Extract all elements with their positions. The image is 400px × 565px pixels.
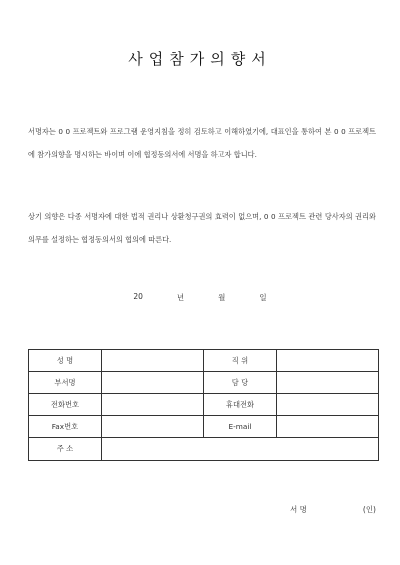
intent-paragraph-1: 서명자는 0 0 프로젝트와 프로그램 운영지침을 정히 검토하고 이해하였기에, 대표인을 통하여 본 0 0 프로젝트에 참가의향을 명시하는 바이며 이에 협정동의서에 서명을 하고자 합니다. <box>28 127 376 159</box>
phone-label: 전화번호 <box>29 394 102 416</box>
document-title: 사업참가의향서 <box>128 50 272 68</box>
date-line <box>0 292 400 303</box>
department-field[interactable] <box>102 372 204 394</box>
email-field[interactable] <box>277 416 379 438</box>
date-year-unit: 년 <box>176 293 185 302</box>
table-row <box>29 416 379 438</box>
duty-field[interactable] <box>277 372 379 394</box>
signature-label: 서 명 <box>290 505 307 514</box>
intent-paragraph-2: 상기 의향은 다종 서명자에 대한 법적 권리나 상환청구권의 효력이 없으며, 0 0 프로젝트 관련 당사자의 권리와 의무를 설정하는 협정동의서의 협의에 따른다. <box>28 212 376 244</box>
date-day-unit: 일 <box>259 293 267 302</box>
address-field[interactable] <box>102 438 379 461</box>
phone-field[interactable] <box>102 394 204 416</box>
applicant-info-table <box>28 349 379 461</box>
signature-line <box>290 504 376 515</box>
mobile-field[interactable] <box>277 394 379 416</box>
name-field[interactable] <box>102 350 204 372</box>
fax-field[interactable] <box>102 416 204 438</box>
email-label: E-mail <box>204 416 277 438</box>
position-field[interactable] <box>277 350 379 372</box>
date-month-unit: 월 <box>218 293 226 302</box>
table-row <box>29 438 379 461</box>
department-label: 부서명 <box>29 372 102 394</box>
duty-label: 담 당 <box>204 372 277 394</box>
table-row <box>29 372 379 394</box>
seal-mark: (인) <box>362 505 376 514</box>
address-label: 주 소 <box>29 438 102 461</box>
mobile-label: 휴대전화 <box>204 394 277 416</box>
table-row <box>29 394 379 416</box>
date-year: 20 <box>133 292 143 301</box>
table-row <box>29 350 379 372</box>
position-label: 직 위 <box>204 350 277 372</box>
name-label: 성 명 <box>29 350 102 372</box>
fax-label: Fax번호 <box>29 416 102 438</box>
